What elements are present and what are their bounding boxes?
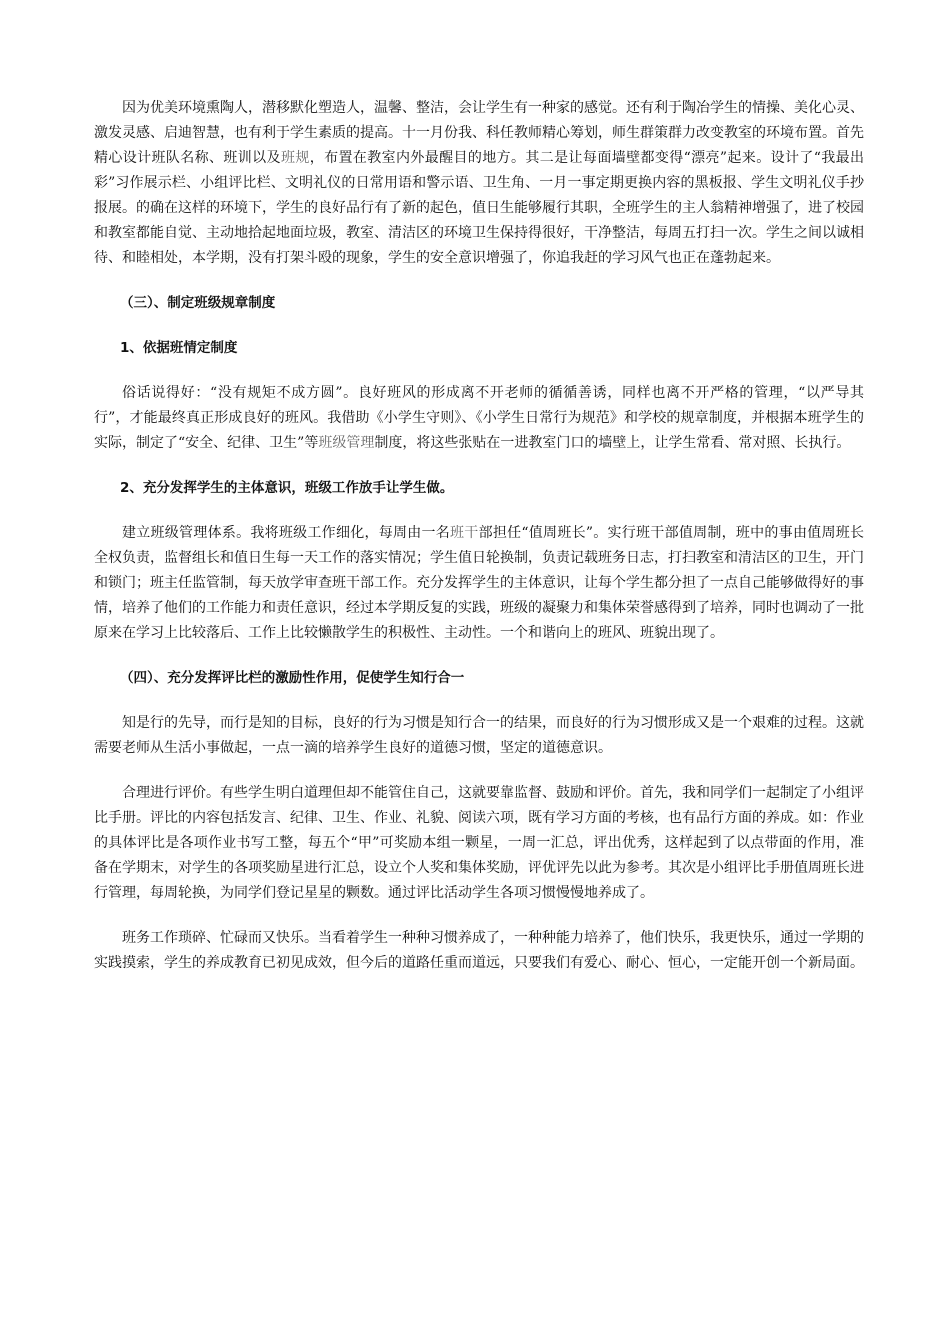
section-heading-evaluation: （四）、充分发挥评比栏的激励性作用，促使学生知行合一 (120, 670, 465, 686)
paragraph-text: 俗话说得好：“没有规矩不成方圆”。良好班风的形成离不开老师的循循善诱，同样也离不开严格的管理，“以严导其行”，才能最终真正形成良好的班风。我借助《小学生守则》、《小学生日常行为规范》和学校的规章制度，并根据本班学生的实际，制定了“安全、纪律、卫生”等 (94, 385, 864, 451)
paragraph-text: 制度，将这些张贴在一进教室门口的墙壁上，让学生常看、常对照、长执行。 (374, 435, 851, 451)
paragraph-text: 因为优美环境熏陶人，潜移默化塑造人，温馨、整洁，会让学生有一种家的感觉。还有利于陶冶学生的情操、美化心灵、激发灵感、启迪智慧，也有利于学生素质的提高。十一月份我、科任教师精心筹划，师生群策群力改变教室的环境布置。首先精心设计班队名称、班训以及 (94, 100, 864, 166)
paragraph-text: 建立班级管理体系。我将班级工作细化，每周由一名 (122, 525, 451, 541)
class-rules-link[interactable]: 班规 (280, 150, 310, 166)
paragraph-management-system (94, 521, 864, 646)
paragraph-evaluation: 合理进行评价。有些学生明白道理但却不能管住自己，这就要靠监督、鼓励和评价。首先，我和同学们一起制定了小组评比手册。评比的内容包括发言、纪律、卫生、作业、礼貌、阅读六项，既有学习方面的考核，也有品行方面的养成。如：作业的具体评比是各项作业书写工整，每五个“甲”可奖励本组一颗星，一周一汇总，评出优秀，这样起到了以点带面的作用，准备在学期末，对学生的各项奖励星进行汇总，设立个人奖和集体奖励，评优评先以此为参考。其次是小组评比手册值周班长进行管理，每周轮换，为同学们登记星星的颗数。通过评比活动学生各项习惯慢慢地养成了。 (94, 785, 864, 901)
paragraph-rules (94, 381, 864, 456)
paragraph-conclusion: 班务工作琐碎、忙碌而又快乐。当看着学生一种种习惯养成了，一种种能力培养了，他们快乐，我更快乐，通过一学期的实践摸索，学生的养成教育已初见成效，但今后的道路任重而道远，只要我们有爱心、耐心、恒心，一定能开创一个新局面。 (94, 930, 864, 971)
paragraph-text: ，布置在教室内外最醒目的地方。其二是让每面墙壁都变得“漂亮”起来。设计了“我最出彩”习作展示栏、小组评比栏、文明礼仪的日常用语和警示语、卫生角、一月一事定期更换内容的黑板报、学生文明礼仪手抄报展。的确在这样的环境下，学生的良好品行有了新的起色，值日生能够履行其职，全班学生的主人翁精神增强了，进了校园和教室都能自觉、主动地拾起地面垃圾，教室、清洁区的环境卫生保持得很好，干净整洁，每周五打扫一次。学生之间以诚相待、和睦相处，本学期，没有打架斗殴的现象，学生的安全意识增强了，你追我赶的学习风气也正在蓬勃起来。 (94, 150, 865, 266)
paragraph-text: 部担任“值周班长”。实行班干部值周制，班中的事由值周班长全权负责，监督组长和值日生每一天工作的落实情况；学生值日轮换制，负责记载班务日志，打扫教室和清洁区的卫生，开门和锁门；班主任监管制，每天放学审查班干部工作。充分发挥学生的主体意识，让每个学生都分担了一点自己能够做得好的事情，培养了他们的工作能力和责任意识，经过本学期反复的实践，班级的凝聚力和集体荣誉感得到了培养，同时也调动了一批原来在学习上比较落后、工作上比较懒散学生的积极性、主动性。一个和谐向上的班风、班貌出现了。 (94, 525, 864, 641)
section-heading-rules: （三）、制定班级规章制度 (120, 295, 276, 311)
subheading-rules-by-class: 1、依据班情定制度 (120, 340, 238, 356)
class-cadre-link[interactable]: 班干 (450, 525, 479, 541)
paragraph-knowledge-action: 知是行的先导，而行是知的目标，良好的行为习惯是知行合一的结果，而良好的行为习惯形成又是一个艰难的过程。这就需要老师从生活小事做起，一点一滴的培养学生良好的道德习惯，坚定的道德意识。 (94, 715, 864, 756)
subheading-student-initiative: 2、充分发挥学生的主体意识，班级工作放手让学生做。 (120, 480, 454, 496)
class-management-link[interactable]: 班级管理 (318, 435, 375, 451)
paragraph-environment (94, 96, 864, 271)
